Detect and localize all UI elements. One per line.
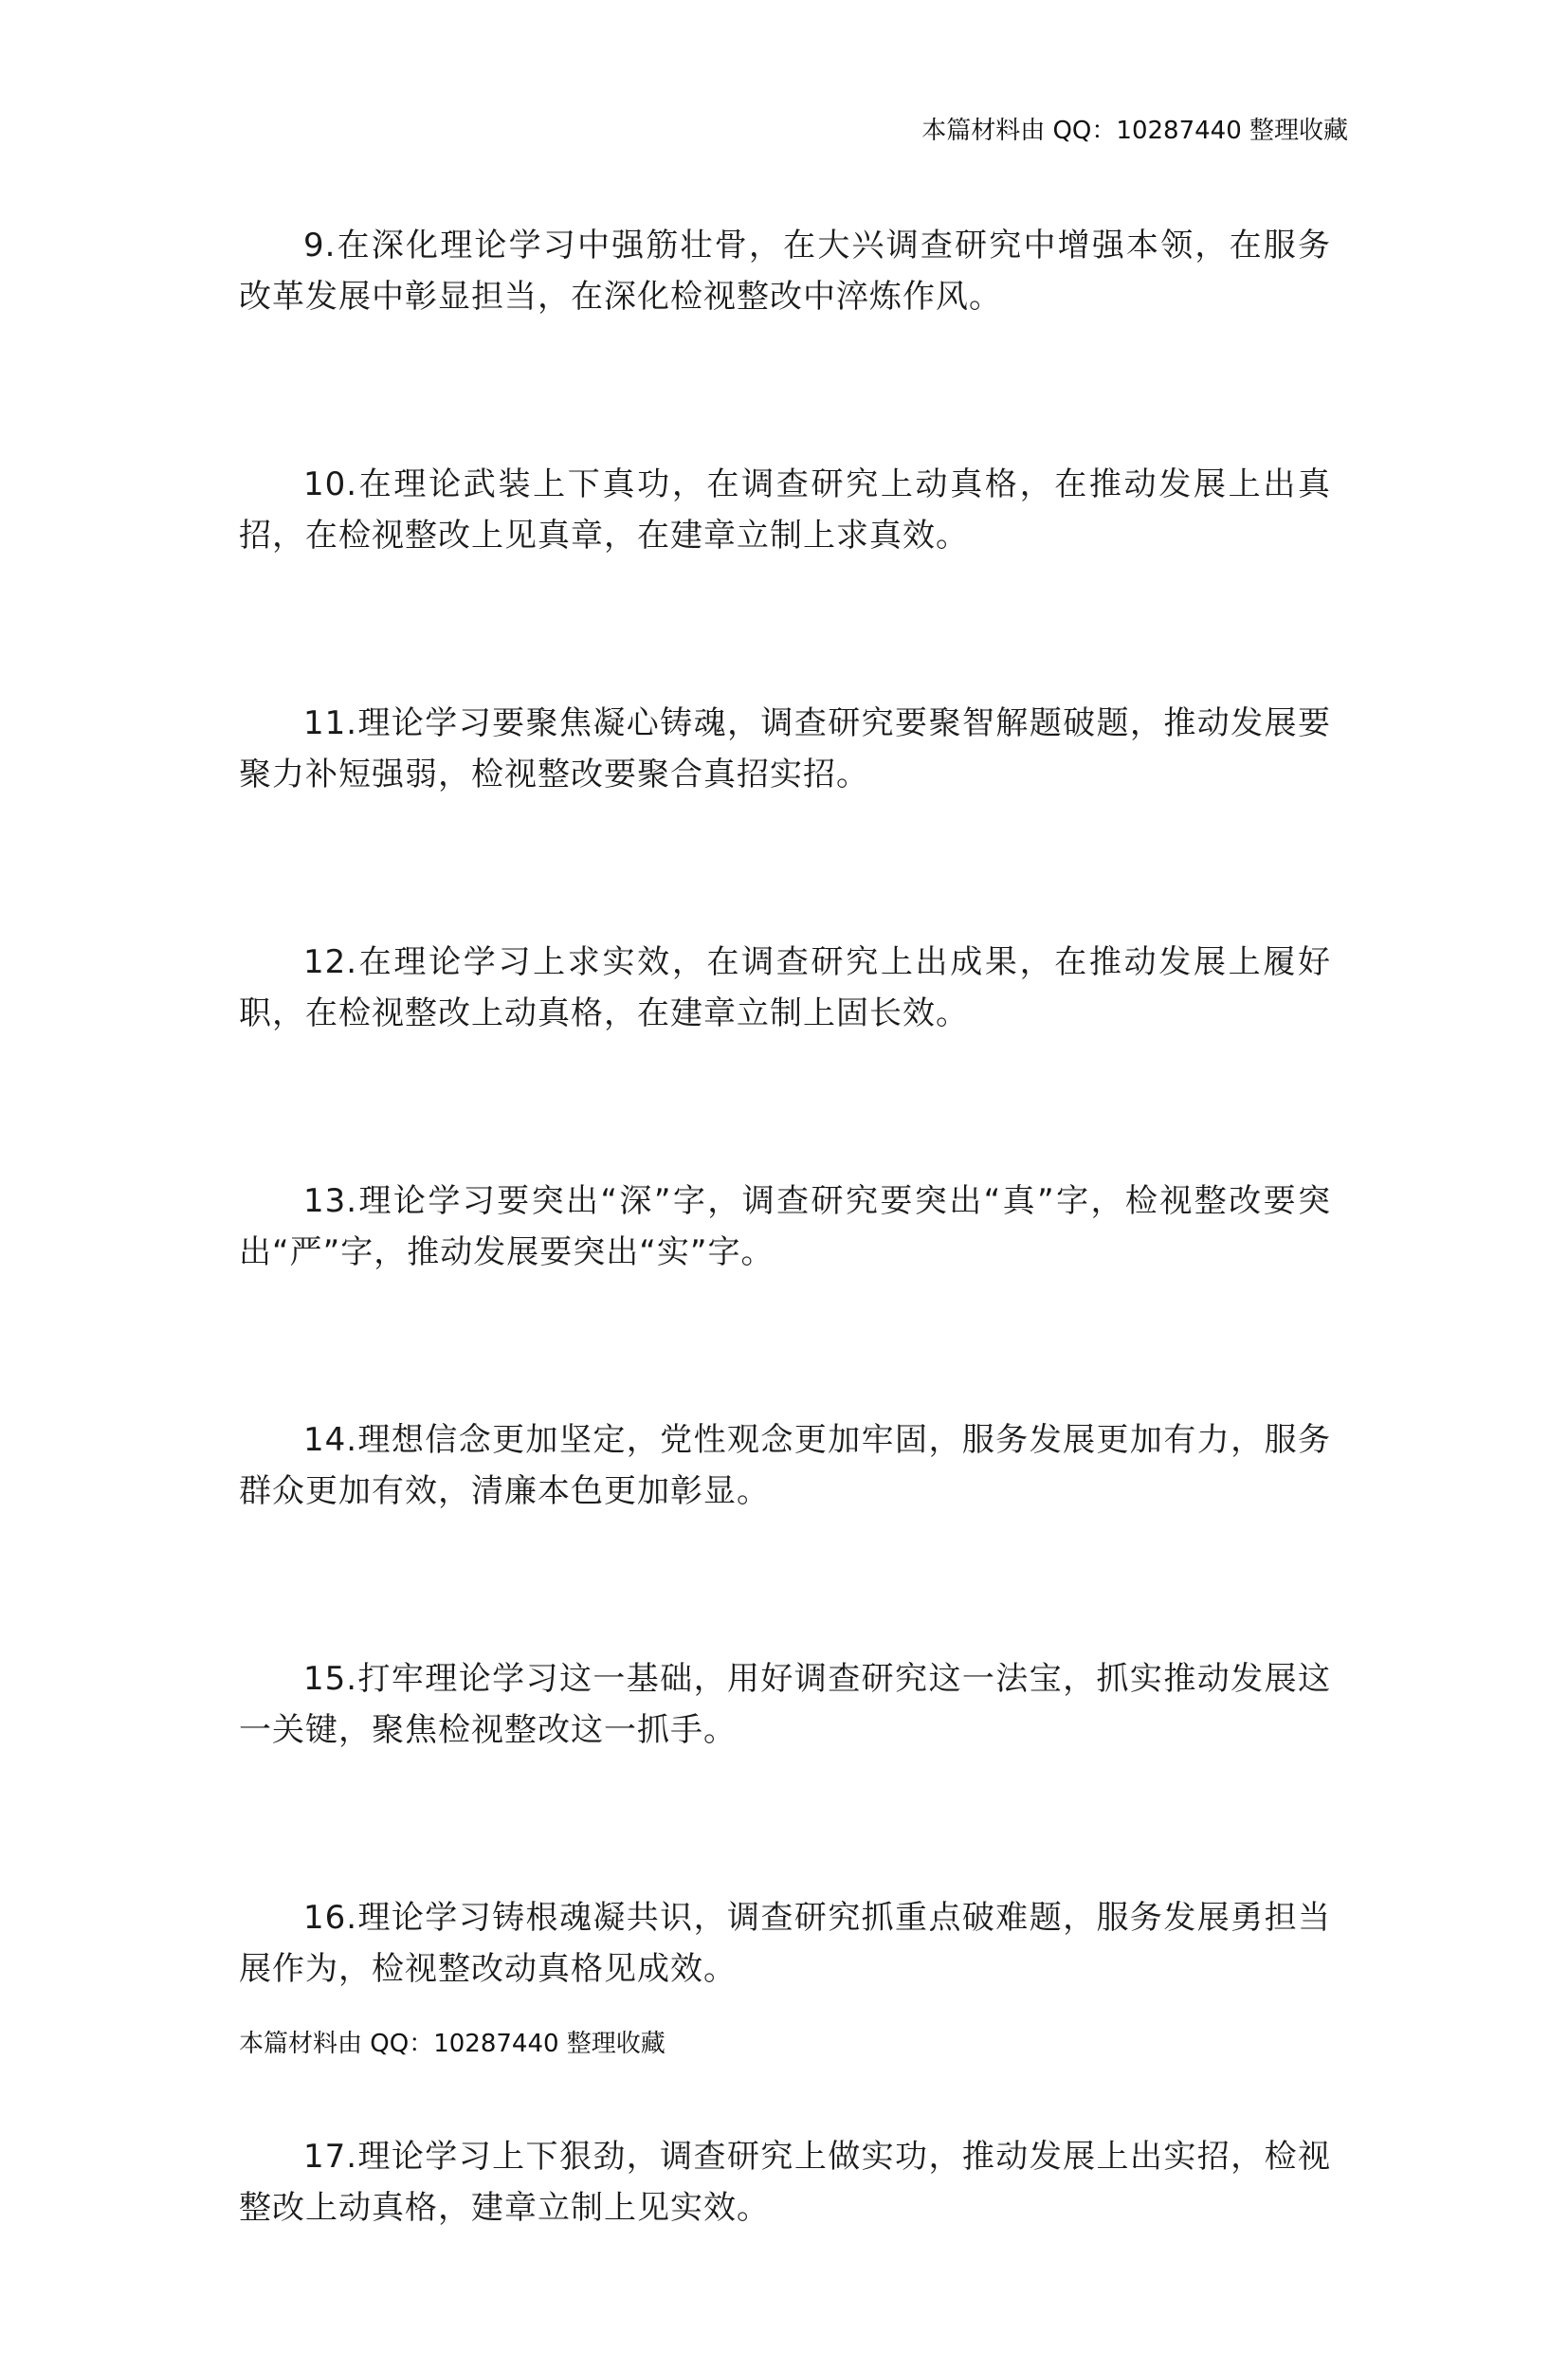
paragraph-12: 12.在理论学习上求实效，在调查研究上出成果，在推动发展上履好职，在检视整改上动真格，在建章立制上固长效。 — [239, 943, 1331, 1032]
paragraph-17: 17.理论学习上下狠劲，调查研究上做实功，推动发展上出实招，检视整改上动真格，建章立制上见实效。 — [239, 2138, 1331, 2227]
header-source-note: 本篇材料由 QQ：10287440 整理收藏 — [921, 117, 1348, 145]
paragraph-10: 10.在理论武装上下真功，在调查研究上动真格，在推动发展上出真招，在检视整改上见真章，在建章立制上求真效。 — [239, 465, 1331, 555]
footer-source-note: 本篇材料由 QQ：10287440 整理收藏 — [239, 2030, 665, 2058]
paragraph-15: 15.打牢理论学习这一基础，用好调查研究这一法宝，抓实推动发展这一关键，聚焦检视整改这一抓手。 — [239, 1660, 1331, 1749]
paragraph-9: 9.在深化理论学习中强筋壮骨，在大兴调查研究中增强本领，在服务改革发展中彰显担当，在深化检视整改中淬炼作风。 — [239, 227, 1331, 316]
paragraph-13: 13.理论学习要突出“深”字，调查研究要突出“真”字，检视整改要突出“严”字，推动发展要突出“实”字。 — [239, 1182, 1331, 1271]
paragraph-14: 14.理想信念更加坚定，党性观念更加牢固，服务发展更加有力，服务群众更加有效，清廉本色更加彰显。 — [239, 1421, 1331, 1510]
paragraph-11: 11.理论学习要聚焦凝心铸魂，调查研究要聚智解题破题，推动发展要聚力补短强弱，检视整改要聚合真招实招。 — [239, 704, 1331, 793]
paragraph-16: 16.理论学习铸根魂凝共识，调查研究抓重点破难题，服务发展勇担当展作为，检视整改动真格见成效。 — [239, 1899, 1331, 1988]
